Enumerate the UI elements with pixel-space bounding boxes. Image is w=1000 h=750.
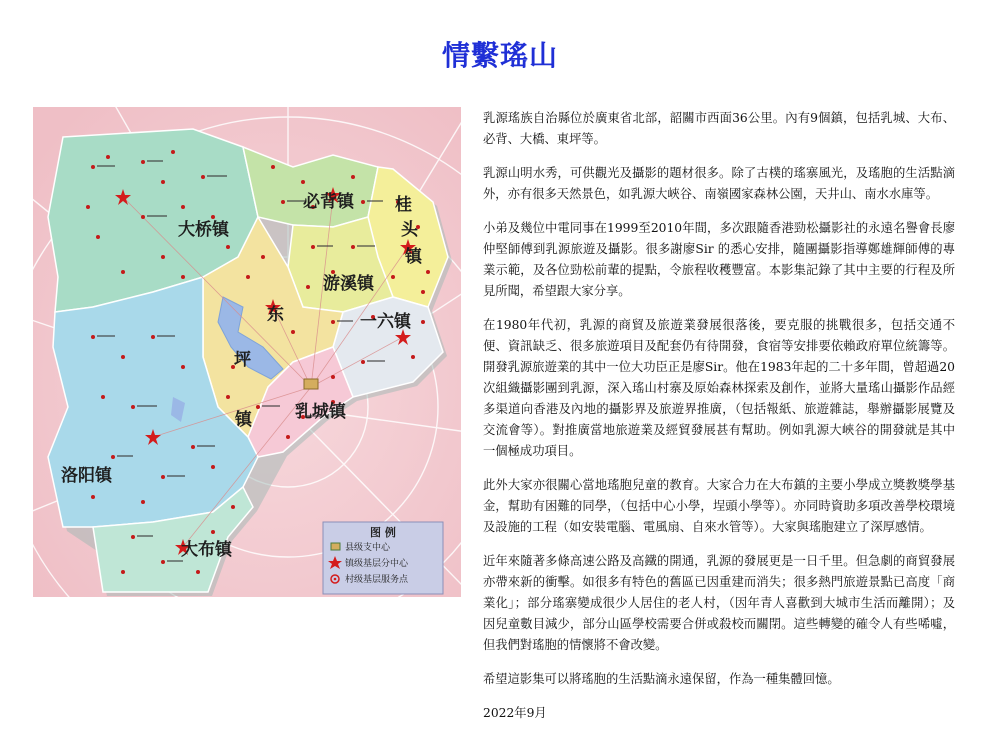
paragraph-6: 近年來隨著多條高速公路及高鐵的開通，乳源的發展更是一日千里。但急劇的商貿發展亦帶來新的衝擊。如很多有特色的舊區已因重建而消失；很多熱門旅遊景點已高度「商業化」；部分瑤寨變成很少人居住的老人村，（因年青人喜歡到大城市生活而離開）；及因兒童數目減少，部分山區學校需要合併或殺校而關閉。這些轉變的確令人有些唏噓，但我們對瑤胞的情懷將不會改變。 — [483, 554, 955, 652]
label-dabu: 大布镇 — [181, 540, 232, 560]
legend-title: 图 例 — [370, 526, 396, 539]
page-title: 情繫瑤山 — [441, 39, 558, 72]
paragraph-5: 此外大家亦很關心當地瑤胞兒童的教育。大家合力在大布鎮的主要小學成立獎教獎學基金，幫助有困難的同學，（包括中心小學，埕頭小學等）。亦同時資助多項改善學校環境及設施的工程（如安裝電腦、電風扇、自來水管等）。大家與瑤胞建立了深厚感情。 — [483, 478, 955, 534]
label-daqiao: 大桥镇 — [178, 220, 229, 240]
label-tou: 头 — [401, 220, 418, 240]
label-bibei: 必背镇 — [303, 192, 354, 212]
county-map-svg — [33, 107, 461, 597]
county-center-marker — [304, 379, 318, 389]
label-zhen: 镇 — [405, 247, 422, 267]
paragraph-2: 乳源山明水秀，可供觀光及攝影的題材很多。除了古樸的瑤寨風光，及瑤胞的生活點滴外，亦有很多天然景色，如乳源大峽谷、南嶺國家森林公園，天井山、南水水庫等。 — [483, 166, 955, 201]
legend-item-2: 镇级基层分中心 — [345, 559, 409, 569]
paragraph-1: 乳源瑤族自治縣位於廣東省北部，韶關市西面36公里。內有9個鎮，包括乳城、大布、必背、大橋、東坪等。 — [483, 111, 955, 146]
legend-item-1: 县级支中心 — [345, 543, 391, 553]
paragraph-7: 希望這影集可以將瑤胞的生活點滴永遠保留，作為一種集體回憶。 — [483, 672, 840, 686]
legend-item-3: 村级基层服务点 — [345, 575, 409, 585]
label-zhen2: 镇 — [235, 410, 252, 430]
paragraph-4: 在1980年代初，乳源的商貿及旅遊業發展很落後，要克服的挑戰很多，包括交通不便、資訊缺乏、很多旅遊項目及配套仍有待開發，食宿等安排要依賴政府單位統籌等。開發乳源旅遊業的其中一位大功臣正是廖Sir。他在1983年起的二十多年間，曾超過20次組織攝影團到乳源，深入瑤山村寨及原始森林探索及創作，並將大量瑤山攝影作品經多渠道向香港及內地的攝影界及旅遊界推廣，（包括報紙、旅遊雜誌，舉辦攝影展覽及交流會等）。對推廣當地旅遊業及經貿發展甚有幫助。例如乳源大峽谷的開發就是其中一個極成功項目。 — [483, 318, 955, 458]
date-line: 2022年9月 — [483, 706, 547, 720]
label-liuzhen: 一六镇 — [360, 312, 411, 332]
green-square-icon — [331, 543, 340, 550]
paragraph-3: 小弟及幾位中電同事在1999至2010年間，多次跟隨香港勁松攝影社的永遠名譽會長廖仲堅師傅到乳源旅遊及攝影。很多謝廖Sir 的悉心安排，隨團攝影指導鄭雄輝師傅的專業示範，及各位勁松前輩的提點，令旅程收穫豐富。本影集記錄了其中主要的行程及所見所聞，希望跟大家分享。 — [483, 221, 955, 298]
label-gui: 桂 — [395, 195, 412, 215]
label-dong: 东 — [267, 305, 284, 325]
label-rucheng: 乳城镇 — [295, 402, 346, 422]
article-body — [483, 108, 955, 737]
map-legend — [323, 522, 443, 594]
label-youxi: 游溪镇 — [323, 274, 374, 294]
label-luoyang: 洛阳镇 — [61, 466, 112, 486]
county-map — [33, 107, 461, 597]
label-ping: 坪 — [234, 350, 251, 370]
